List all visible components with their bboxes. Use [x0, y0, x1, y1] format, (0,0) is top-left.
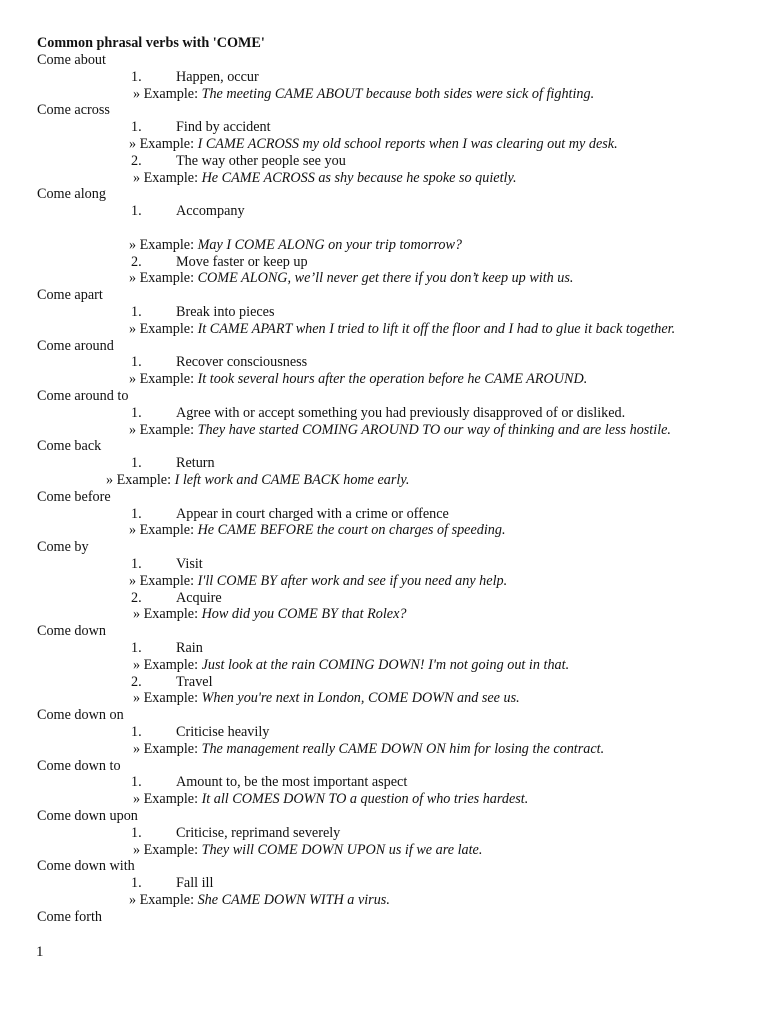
- definition-text: Break into pieces: [176, 304, 275, 320]
- example-label: » Example:: [129, 270, 198, 286]
- phrasal-verb-heading: Come down to: [37, 758, 121, 774]
- example-row: [133, 741, 604, 758]
- example-label: » Example:: [129, 371, 198, 387]
- example-text: They will COME DOWN UPON us if we are late.: [201, 842, 483, 858]
- definition-text: Return: [176, 455, 215, 471]
- definition-number: 1.: [131, 774, 142, 790]
- definition-number: 1.: [131, 405, 142, 421]
- phrasal-verb-heading: Come down on: [37, 707, 124, 723]
- example-row: [106, 472, 409, 489]
- definition-text: Recover consciousness: [176, 354, 308, 370]
- document-title: Common phrasal verbs with 'COME': [37, 35, 265, 51]
- phrasal-verb-heading: Come around: [37, 338, 114, 354]
- example-text: I left work and CAME BACK home early.: [174, 472, 410, 488]
- example-row: [133, 606, 406, 623]
- example-row: [129, 892, 390, 909]
- example-row: [129, 136, 618, 153]
- example-row: [133, 690, 520, 707]
- example-label: » Example:: [133, 657, 202, 673]
- example-text: They have started COMING AROUND TO our way of thinking and are less hostile.: [197, 422, 671, 438]
- definition-number: 2.: [131, 254, 142, 270]
- definition-text: Travel: [176, 674, 213, 690]
- example-row: [129, 321, 675, 338]
- example-row: [133, 842, 482, 859]
- example-label: » Example:: [133, 791, 202, 807]
- page-number: 1: [36, 944, 44, 960]
- example-label: » Example:: [129, 892, 198, 908]
- example-row: [129, 522, 506, 539]
- phrasal-verb-heading: Come forth: [37, 909, 103, 925]
- example-text: It CAME APART when I tried to lift it off the floor and I had to glue it back together.: [197, 321, 676, 337]
- example-label: » Example:: [106, 472, 175, 488]
- phrasal-verb-heading: Come down: [37, 623, 106, 639]
- example-row: [129, 371, 587, 388]
- example-row: [133, 791, 528, 808]
- example-text: She CAME DOWN WITH a virus.: [197, 892, 390, 908]
- definition-number: 1.: [131, 640, 142, 656]
- definition-number: 2.: [131, 153, 142, 169]
- definition-text: Criticise, reprimand severely: [176, 825, 341, 841]
- definition-number: 2.: [131, 674, 142, 690]
- phrasal-verb-heading: Come back: [37, 438, 102, 454]
- definition-number: 1.: [131, 724, 142, 740]
- example-text: I CAME ACROSS my old school reports when I was clearing out my desk.: [197, 136, 618, 152]
- definition-number: 1.: [131, 455, 142, 471]
- example-row: [133, 86, 594, 103]
- phrasal-verb-heading: Come by: [37, 539, 89, 555]
- definition-number: 1.: [131, 69, 142, 85]
- phrasal-verb-heading: Come down with: [37, 858, 135, 874]
- example-row: [129, 422, 671, 439]
- example-row: [133, 657, 569, 674]
- phrasal-verb-heading: Come around to: [37, 388, 129, 404]
- definition-number: 1.: [131, 354, 142, 370]
- example-label: » Example:: [129, 522, 198, 538]
- definition-text: Happen, occur: [176, 69, 259, 85]
- definition-text: Rain: [176, 640, 203, 656]
- definition-text: Acquire: [176, 590, 222, 606]
- example-row: [129, 237, 462, 254]
- phrasal-verb-heading: Come apart: [37, 287, 103, 303]
- example-text: When you're next in London, COME DOWN and see us.: [201, 690, 520, 706]
- example-text: He CAME ACROSS as shy because he spoke so quietly.: [201, 170, 517, 186]
- phrasal-verb-heading: Come before: [37, 489, 111, 505]
- definition-text: Accompany: [176, 203, 245, 219]
- definition-text: The way other people see you: [176, 153, 346, 169]
- example-label: » Example:: [133, 741, 202, 757]
- example-label: » Example:: [133, 690, 202, 706]
- definition-number: 1.: [131, 825, 142, 841]
- example-label: » Example:: [133, 606, 202, 622]
- example-text: The meeting CAME ABOUT because both sides were sick of fighting.: [201, 86, 595, 102]
- definition-number: 1.: [131, 875, 142, 891]
- example-row: [129, 270, 573, 287]
- phrasal-verb-heading: Come along: [37, 186, 106, 202]
- example-text: Just look at the rain COMING DOWN! I'm not going out in that.: [201, 657, 570, 673]
- example-row: [133, 170, 517, 187]
- definition-text: Appear in court charged with a crime or offence: [176, 506, 449, 522]
- phrasal-verb-heading: Come across: [37, 102, 110, 118]
- phrasal-verb-heading: Come down upon: [37, 808, 138, 824]
- example-text: It all COMES DOWN TO a question of who tries hardest.: [201, 791, 529, 807]
- definition-text: Agree with or accept something you had previously disapproved of or disliked.: [176, 405, 626, 421]
- example-label: » Example:: [133, 842, 202, 858]
- example-text: How did you COME BY that Rolex?: [201, 606, 407, 622]
- example-label: » Example:: [133, 170, 202, 186]
- definition-number: 2.: [131, 590, 142, 606]
- example-text: COME ALONG, we’ll never get there if you don’t keep up with us.: [197, 270, 574, 286]
- example-text: The management really CAME DOWN ON him for losing the contract.: [201, 741, 605, 757]
- example-label: » Example:: [129, 573, 198, 589]
- definition-number: 1.: [131, 506, 142, 522]
- example-label: » Example:: [129, 237, 198, 253]
- example-label: » Example:: [129, 136, 198, 152]
- example-text: It took several hours after the operation before he CAME AROUND.: [197, 371, 588, 387]
- definition-text: Find by accident: [176, 119, 271, 135]
- example-text: I'll COME BY after work and see if you need any help.: [197, 573, 508, 589]
- phrasal-verb-heading: Come about: [37, 52, 106, 68]
- definition-text: Amount to, be the most important aspect: [176, 774, 408, 790]
- example-label: » Example:: [129, 422, 198, 438]
- definition-number: 1.: [131, 119, 142, 135]
- definition-text: Move faster or keep up: [176, 254, 308, 270]
- example-label: » Example:: [129, 321, 198, 337]
- example-row: [129, 573, 507, 590]
- definition-number: 1.: [131, 304, 142, 320]
- definition-text: Criticise heavily: [176, 724, 270, 740]
- definition-text: Fall ill: [176, 875, 214, 891]
- definition-number: 1.: [131, 203, 142, 219]
- example-text: He CAME BEFORE the court on charges of speeding.: [197, 522, 506, 538]
- example-text: May I COME ALONG on your trip tomorrow?: [197, 237, 463, 253]
- definition-number: 1.: [131, 556, 142, 572]
- example-label: » Example:: [133, 86, 202, 102]
- definition-text: Visit: [176, 556, 203, 572]
